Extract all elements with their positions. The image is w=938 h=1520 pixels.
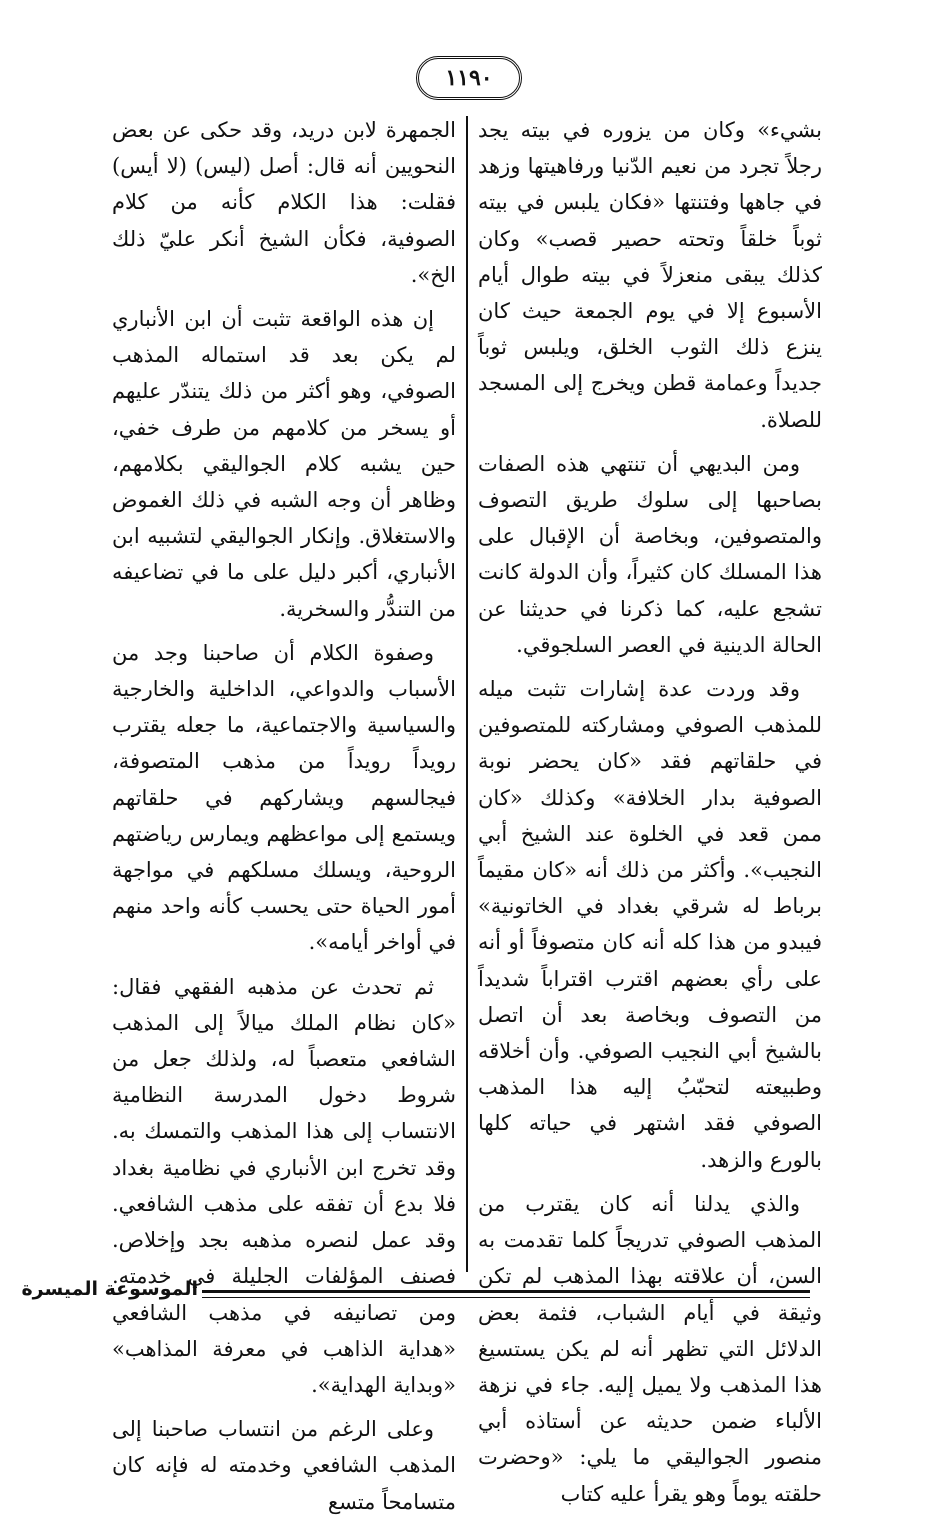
paragraph: والذي يدلنا أنه كان يقترب من المذهب الصوفي تدريجاً كلما تقدمت به السن، أن علاقته بهذا المذهب لم تكن وثيقة في أيام الشباب، فثمة بعض الدلائل التي تظهر أنه لم يكن يستسيغ هذا المذهب ولا يميل إليه. جاء في نزهة الألباء ضمن حديثه عن أستاذه أبي منصور الجواليقي ما يلي: «وحضرت حلقته يوماً وهو يقرأ عليه كتاب [478,1191,822,1506]
left-column [112,112,456,1514]
paragraph: الجمهرة لابن دريد، وقد حكى عن بعض النحويين أنه قال: أصل (ليس) (لا أيس) فقلت: هذا الكلام كأنه من كلام الصوفية، فكأن الشيخ أنكر عليّ ذلك الخ». [112,118,456,287]
footer-rule [202,1297,810,1298]
footer [21,1278,810,1308]
right-column [478,112,822,1506]
column-divider [466,116,468,1272]
paragraph: ومن البديهي أن تنتهي هذه الصفات بصاحبها إلى سلوك طريق التصوف والمتصوفين، وبخاصة أن الإقبال على هذا المسلك كان كثيراً، وأن الدولة كانت تشجع عليه، كما ذكرنا في حديثنا عن الحالة الدينية في العصر السلجوقي. [478,451,822,657]
page-number: ١١٩٠ [416,56,521,100]
paragraph: ثم تحدث عن مذهبه الفقهي فقال: «كان نظام الملك ميالاً إلى المذهب الشافعي متعصباً له، ولذلك جعل من شروط دخول المدرسة النظامية الانتساب إلى هذا المذهب والتمسك به. وقد تخرج ابن الأنباري في نظامية بغداد فلا بدع أن تفقه على مذهب الشافعي. وقد عمل لنصره مذهبه بجد وإخلاص. فصنف المؤلفات الجليلة في خدمته. ومن تصانيفه في مذهب الشافعي «هداية الذاهب في معرفة المذاهب» «وبداية الهداية». [112,974,456,1397]
footer-rule [202,1290,810,1293]
footer-title: الموسوعة الميسرة [21,1278,198,1300]
page-number-container [0,56,938,100]
paragraph: إن هذه الواقعة تثبت أن ابن الأنباري لم يكن بعد قد استماله المذهب الصوفي، وهو أكثر من ذلك يتندّر عليهم أو يسخر من كلامهم من طرف خفي، حين يشبه كلام الجواليقي بكلامهم، وظاهر أن وجه الشبه في ذلك الغموض والاستغلاق. وإنكار الجواليقي لتشبيه ابن الأنباري، أكبر دليل على ما في تضاعيفه من التندُّر والسخرية. [112,307,456,621]
paragraph: وعلى الرغم من انتساب صاحبنا إلى المذهب الشافعي وخدمته له فإنه كان متسامحاً متسع [112,1417,456,1514]
paragraph: بشيء» وكان من يزوره في بيته يجد رجلاً تجرد من نعيم الدّنيا ورفاهيتها وزهد في جاهها وفتنتها «فكان يلبس في بيته ثوباً خلقاً وتحته حصير قصب» وكان كذلك يبقى منعزلاً في بيته طوال أيام الأسبوع إلا في يوم الجمعة حيث كان ينزع ذلك الثوب الخلق، ويلبس ثوباً جديداً وعمامة قطن ويخرج إلى المسجد للصلاة. [478,118,822,432]
paragraph: وصفوة الكلام أن صاحبنا وجد من الأسباب والدواعي، الداخلية والخارجية والسياسية والاجتماعية، ما جعله يقترب رويداً رويداً من مذهب المتصوفة، فيجالسهم ويشاركهم في حلقاتهم ويستمع إلى مواعظهم ويمارس رياضتهم الروحية، ويسلك مسلكهم في مواجهة أمور الحياة حتى يحسب كأنه واحد منهم في أواخر أيامه». [112,640,456,955]
paragraph: وقد وردت عدة إشارات تثبت ميله للمذهب الصوفي ومشاركته للمتصوفين في حلقاتهم فقد «كان يحضر نوبة الصوفية بدار الخلافة» وكذلك «كان ممن قعد في الخلوة عند الشيخ أبي النجيب». وأكثر من ذلك أنه «كان مقيماً برباط له شرقي بغداد في الخاتونية» فيبدو من هذا كله أنه كان متصوفاً أو أنه على رأي بعضهم اقترب اقتراباً شديداً من التصوف وبخاصة بعد أن اتصل بالشيخ أبي النجيب الصوفي. وأن أخلاقه وطبيعته لتحبّبُ إليه هذا المذهب الصوفي فقد اشتهر في حياته كلها بالورع والزهد. [478,677,822,1172]
